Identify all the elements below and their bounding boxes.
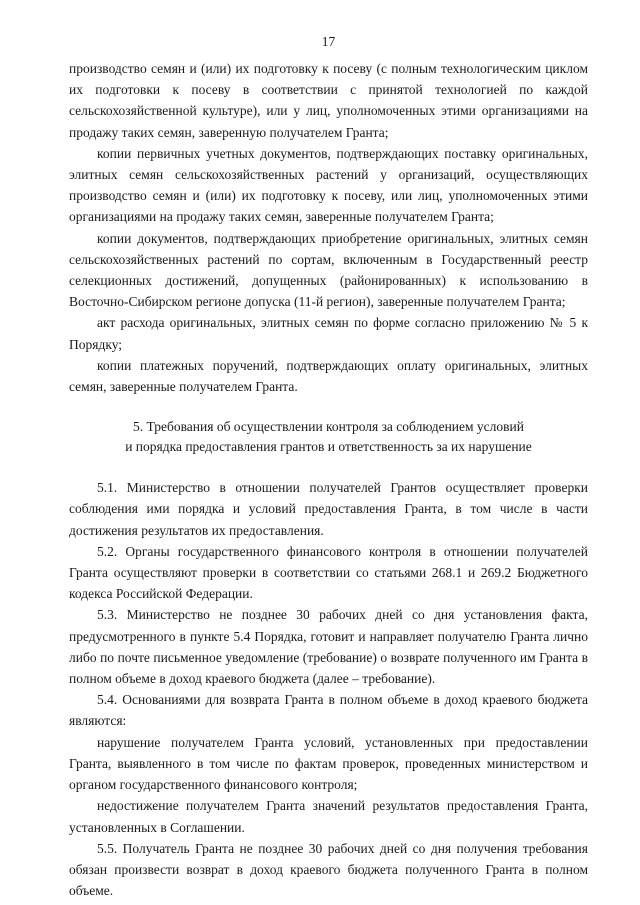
paragraph: копии платежных поручений, подтверждающих оплату оригинальных, элитных семян, заверенные получателем Гранта. [69, 357, 588, 395]
paragraph: 5.1. Министерство в отношении получателей Грантов осуществляет проверки соблюдения ими порядка и условий предоставления Гранта, в том числе в части достижения результатов их предоставления. [69, 480, 588, 538]
paragraph: нарушение получателем Гранта условий, установленных при предоставлении Гранта, выявленного в том числе по фактам проверок, проведенных министерством и органом государственного финансового контроля; [69, 734, 588, 793]
paragraph: 5.3. Министерство не позднее 30 рабочих дней со дня установления факта, предусмотренного в пункте 5.4 Порядка, готовит и направляет получателю Гранта лично либо по почте письменное уведомление (требование) о возврате полученного им Гранта в полном объеме в доход краевого бюджета (далее – требование). [69, 607, 588, 687]
page-number: 17 [321, 34, 336, 49]
section-heading [69, 417, 588, 457]
section-heading-line: и порядка предоставления грантов и ответственность за их нарушение [125, 439, 532, 455]
paragraph: 5.2. Органы государственного финансового контроля в отношении получателей Гранта осуществляют проверки в соответствии со статьями 268.1 и 269.2 Бюджетного кодекса Российской Федерации. [69, 543, 588, 602]
paragraph: недостижение получателем Гранта значений результатов предоставления Гранта, установленных в Соглашении. [69, 798, 588, 835]
section-heading-line: 5. Требования об осуществлении контроля за соблюдением условий [133, 419, 524, 435]
paragraph: копии документов, подтверждающих приобретение оригинальных, элитных семян сельскохозяйственных растений по сортам, включенным в Государственный реестр селекционных достижений, допущенных (районированных) к использованию в Восточно-Сибирском регионе допуска (11-й регион), заверенные получателем Гранта; [69, 230, 588, 310]
paragraph: 5.4. Основаниями для возврата Гранта в полном объеме в доход краевого бюджета являются: [69, 692, 588, 729]
paragraph: акт расхода оригинальных, элитных семян по форме согласно приложению № 5 к Порядку; [69, 315, 588, 352]
paragraph: копии первичных учетных документов, подтверждающих поставку оригинальных, элитных семян сельскохозяйственных растений у организаций, осуществляющих производство семян и (или) их подготовку к посеву, или лиц, уполномоченных этими организациями на продажу таких семян, заверенные получателем Гранта; [69, 145, 588, 225]
paragraph: 5.5. Получатель Гранта не позднее 30 рабочих дней со дня получения требования обязан произвести возврат в доход краевого бюджета полученного Гранта в полном объеме. [69, 840, 588, 899]
paragraph: производство семян и (или) их подготовку к посеву (с полным технологическим циклом их подготовки к посеву в соответствии с принятой технологией по каждой сельскохозяйственной культуре), или у лиц, уполномоченных этими организациями на продажу таких семян, заверенную получателем Гранта; [69, 61, 588, 140]
